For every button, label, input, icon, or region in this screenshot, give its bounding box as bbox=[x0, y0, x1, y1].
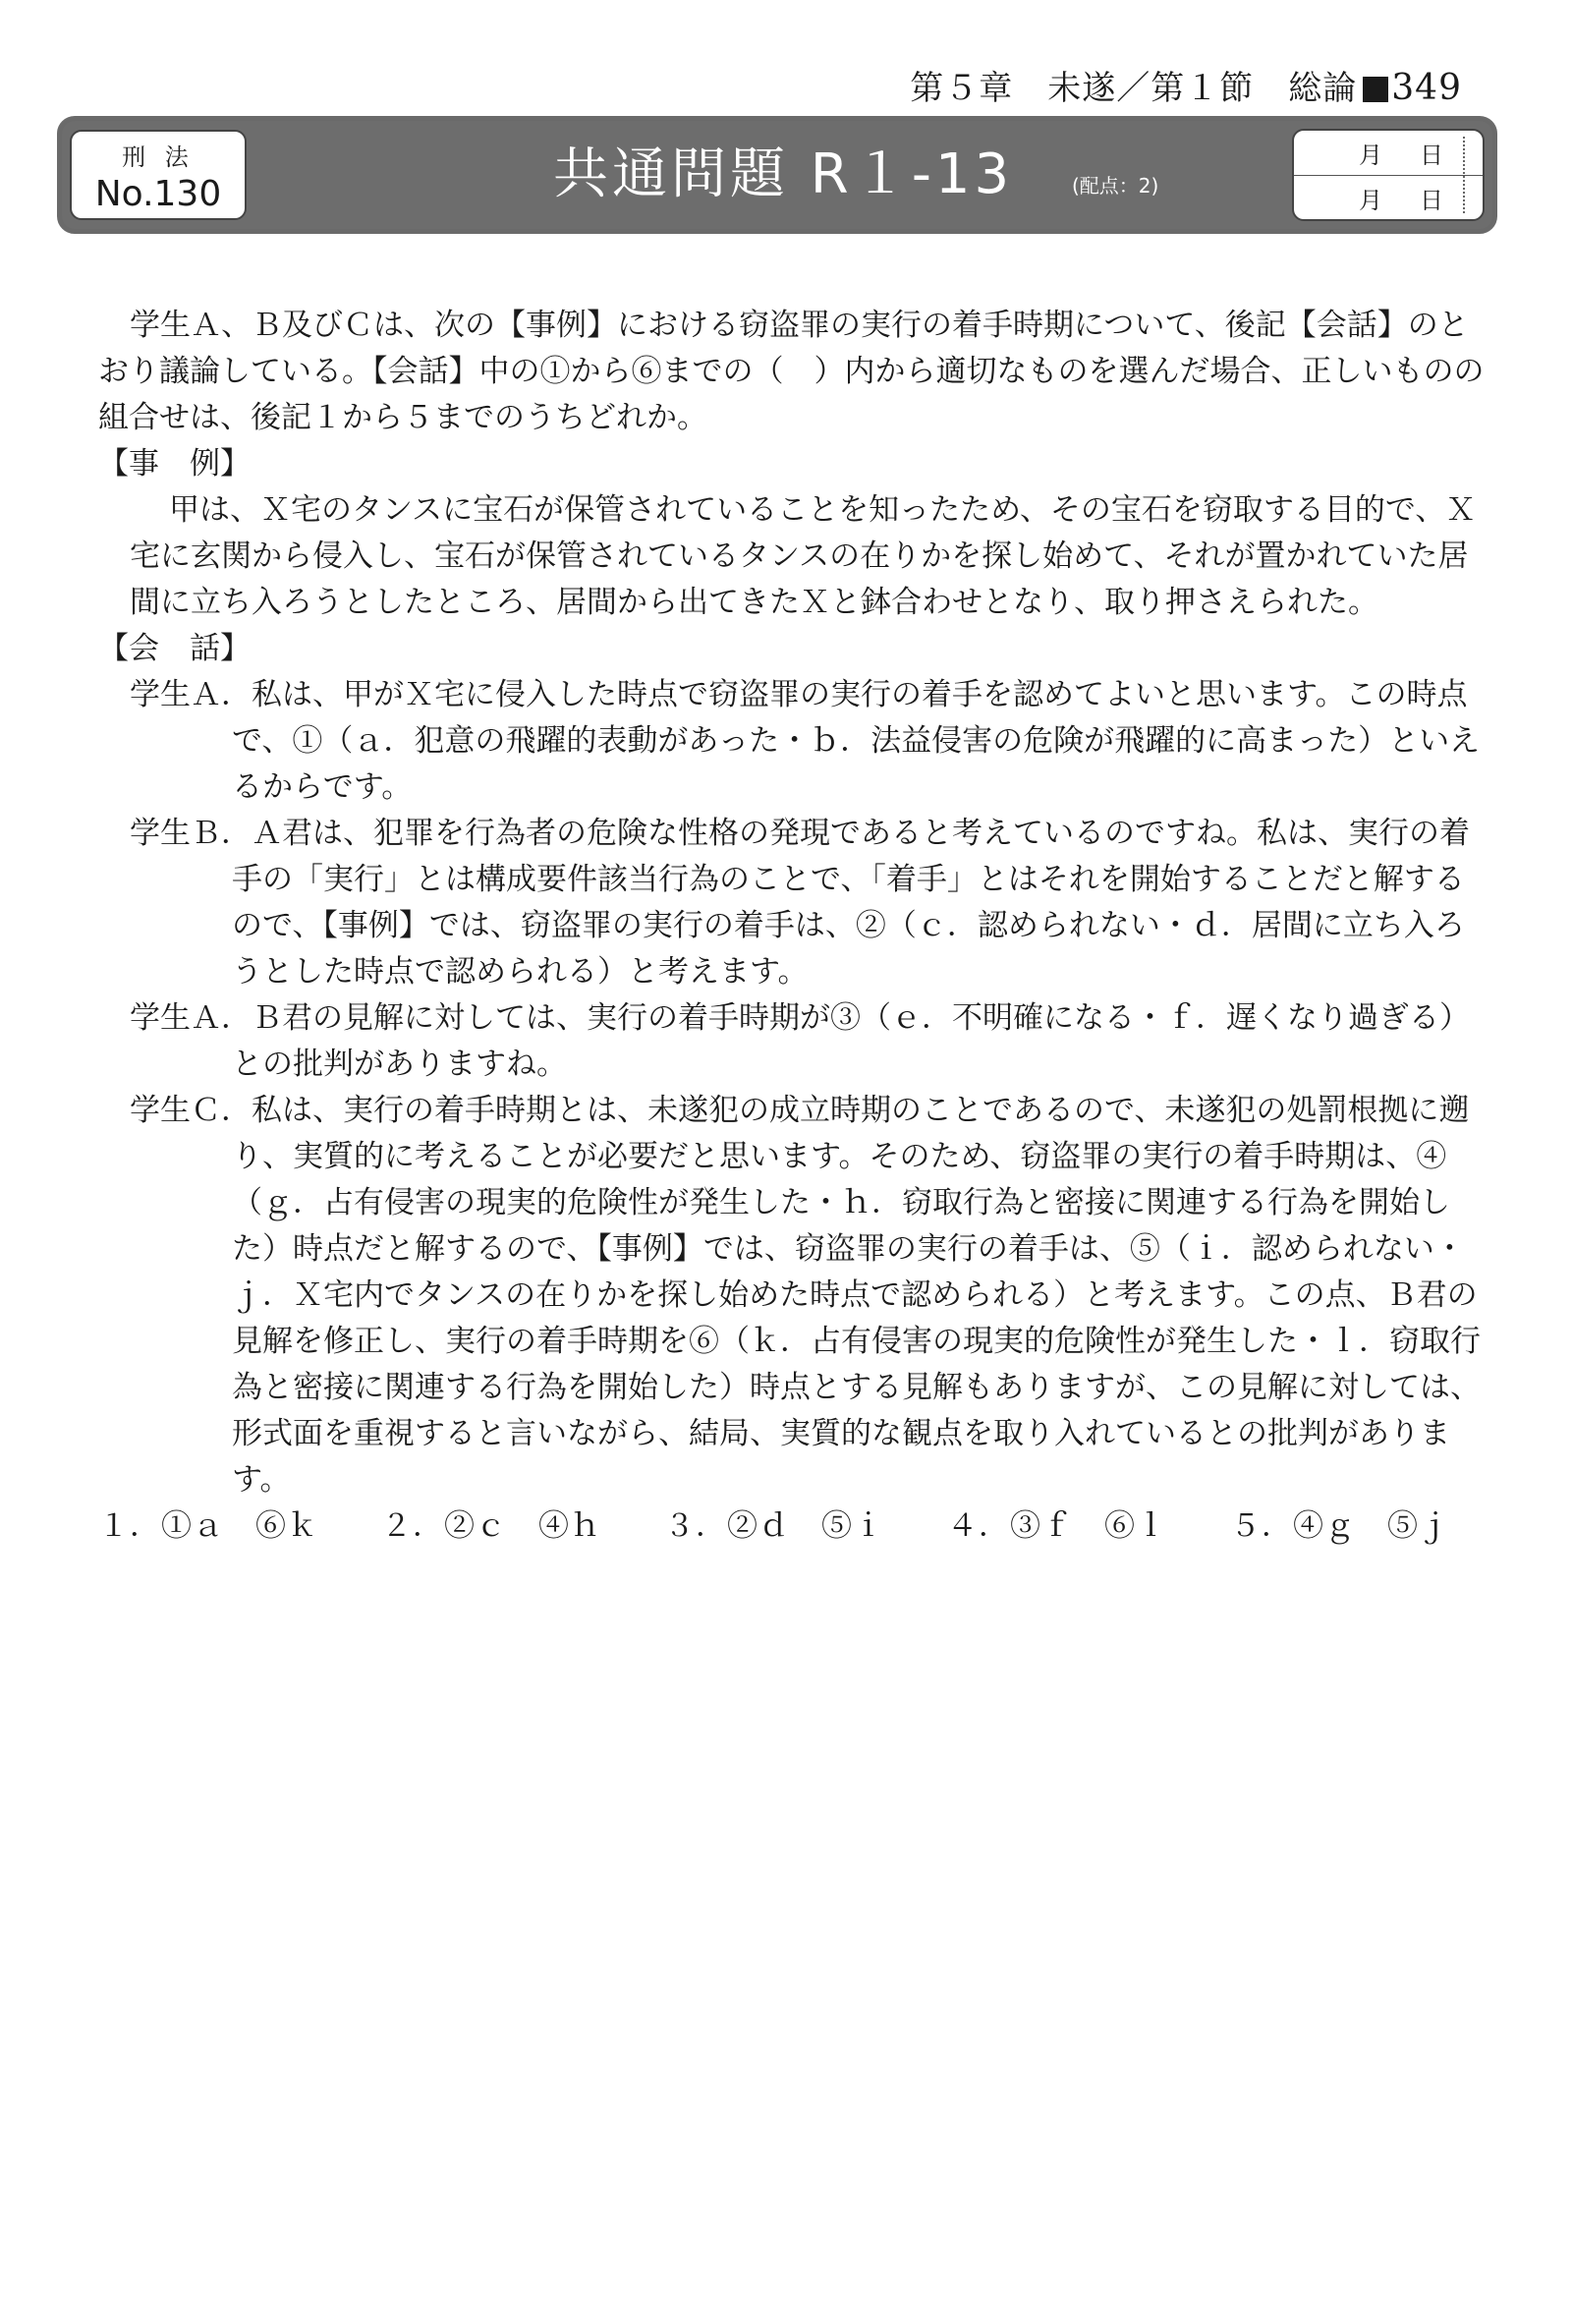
subject-label: 刑 法 bbox=[122, 143, 195, 171]
problem-number: No.130 bbox=[94, 174, 222, 214]
problem-title: 共通問題 R１-13 bbox=[553, 142, 1014, 206]
case-text: 甲は、Ｘ宅のタンスに宝石が保管されていることを知ったため、その宝石を窃取する目的で、Ｘ宅に玄関から侵入し、宝石が保管されているタンスの在りかを探し始めて、それが置かれていた居間に立ち入ろうとしたところ、居間から出てきたＸと鉢合わせとなり、取り押さえられた。 bbox=[130, 492, 1477, 620]
dialog-line: 学生Ｂ．Ａ君は、犯罪を行為者の危険な性格の発現であると考えているのですね。私は、実行の着手の「実行」とは構成要件該当行為のことで、「着手」とはそれを開始することだと解するので、【事例】では、窃盗罪の実行の着手は、②（ｃ．認められない・ｄ．居間に立ち入ろうとした時点で認められる）と考えます。 bbox=[130, 816, 1470, 990]
question-body bbox=[98, 303, 1493, 1550]
day-label: 日 bbox=[1420, 187, 1443, 214]
dialog-line: 学生Ａ．私は、甲がＸ宅に侵入した時点で窃盗罪の実行の着手を認めてよいと思います。この時点で、①（ａ．犯意の飛躍的表動があった・ｂ．法益侵害の危険が飛躍的に高まった）といえるからです。 bbox=[130, 677, 1481, 805]
dialog-line: 学生Ａ．Ｂ君の見解に対しては、実行の着手時期が③（ｅ．不明確になる・ｆ．遅くなり過ぎる）との批判がありますね。 bbox=[130, 1000, 1470, 1082]
problem-header bbox=[57, 116, 1497, 234]
case-heading: 【事 例】 bbox=[98, 446, 251, 482]
dialog-line: 学生Ｃ．私は、実行の着手時期とは、未遂犯の成立時期のことであるので、未遂犯の処罰根拠に遡り、実質的に考えることが必要だと思います。そのため、窃盗罪の実行の着手時期は、④（ｇ．占有侵害の現実的危険性が発生した・ｈ．窃取行為と密接に関連する行為を開始した）時点だと解するので、【事例】では、窃盗罪の実行の着手は、⑤（ｉ．認められない・ｊ．Ｘ宅内でタンスの在りかを探し始めた時点で認められる）と考えます。この点、Ｂ君の見解を修正し、実行の着手時期を⑥（ｋ．占有侵害の現実的危険性が発生した・ｌ．窃取行為と密接に関連する行為を開始した）時点とする見解もありますが、この見解に対しては、形式面を重視すると言いながら、結局、実質的な観点を取り入れているとの批判があります。 bbox=[130, 1093, 1481, 1498]
page-number: 349 bbox=[1391, 68, 1462, 108]
answer-choices: １．①ａ ⑥ｋ ２．②ｃ ④ｈ ３．②ｄ ⑤ｉ ４．③ｆ ⑥ｌ ５．④ｇ ⑤ｊ bbox=[98, 1508, 1450, 1544]
date-record-box bbox=[1292, 129, 1485, 221]
date-row bbox=[1294, 131, 1483, 175]
month-label: 月 bbox=[1359, 187, 1382, 214]
month-label: 月 bbox=[1359, 142, 1382, 169]
points-label: (配点：2) bbox=[1072, 174, 1159, 198]
square-marker-icon bbox=[1363, 77, 1388, 102]
dialog-heading: 【会 話】 bbox=[98, 631, 251, 666]
question-intro: 学生Ａ、Ｂ及びＣは、次の【事例】における窃盗罪の実行の着手時期について、後記【会話】のとおり議論している。【会話】中の①から⑥までの（ ）内から適切なものを選んだ場合、正しいものの組合せは、後記１から５までのうちどれか。 bbox=[98, 308, 1485, 435]
chapter-title: 第５章 未遂／第１節 総論 bbox=[910, 69, 1358, 108]
day-label: 日 bbox=[1420, 142, 1443, 169]
subject-label-box bbox=[70, 130, 247, 220]
date-row bbox=[1294, 175, 1483, 220]
running-head bbox=[910, 61, 1462, 109]
